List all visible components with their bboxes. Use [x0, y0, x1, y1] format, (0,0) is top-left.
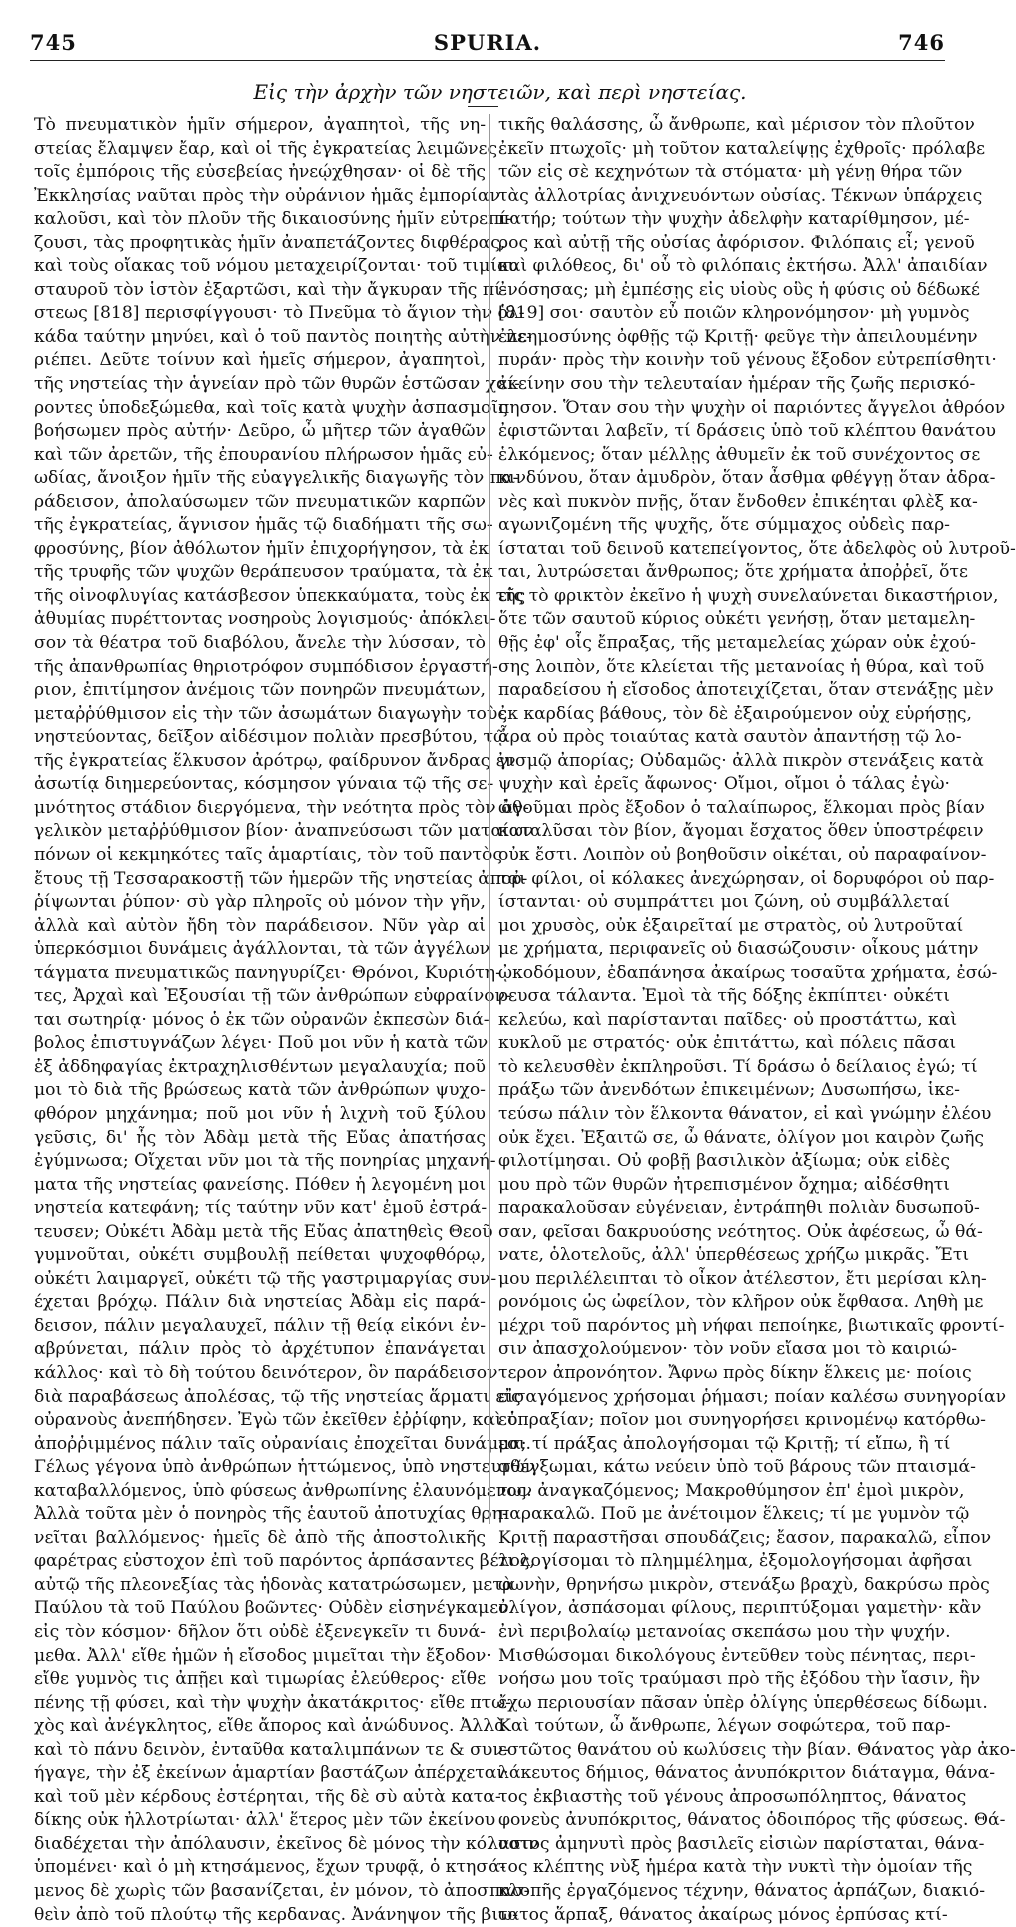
text-line: γυμνοῦται, οὐκέτι συμβουλῇ πείθεται ψυχοφθόρῳ, — [34, 1245, 486, 1266]
text-line: μα; τί πράξας ἀπολογήσομαι τῷ Κριτῇ; τί εἴπω, ἢ τί — [498, 1433, 951, 1454]
text-line: ἀθυμίας πυρέττοντας νοσηροὺς λογισμούς· ἀπόκλει- — [34, 609, 496, 630]
text-line: σης λοιπὸν, ὅτε κλείεται τῆς μετανοίας ἡ θύρα, καὶ τοῦ — [498, 656, 985, 677]
text-line: ἐκείνην σου τὴν τελευταίαν ἡμέραν τῆς ζωῆς περισκό- — [498, 374, 976, 395]
text-line: ριέπει. Δεῦτε τοίνυν καὶ ἡμεῖς σήμερον, ἀγαπητοὶ, — [34, 350, 486, 371]
right-column — [498, 114, 1016, 1925]
text-line: μεταῤῥύθμισον εἰς τὴν τῶν ἀσωμάτων διαγωγὴν τοὺς — [34, 703, 507, 724]
text-line: φθόρον μηχάνημα; ποῦ μοι νῦν ἡ λιχνὴ τοῦ ξύλου — [34, 1103, 486, 1124]
text-line: νηστεύοντας, δεῖξον αἰδέσιμον πολιὰν πρεσβύτου, τῷ — [34, 727, 507, 748]
text-line: μου περιλέλειπται τὸ οἶκον ἀτέλεστον, ἔτι μερίσαι κλη- — [498, 1268, 987, 1289]
text-line: πατήρ; τούτων τὴν ψυχὴν ἀδελφὴν καταρίθμησον, μέ- — [498, 209, 970, 230]
text-line: ται φίλοι, οἱ κόλακες ἀνεχώρησαν, οἱ δορυφόροι οὐ παρ- — [498, 868, 995, 889]
text-line: τι λογίσομαι τὸ πλημμέλημα, ἐξομολογήσομαι ἀφῆσαι — [498, 1551, 973, 1572]
left-column — [34, 114, 539, 1925]
text-line: στείας ἔλαμψεν ἔαρ, καὶ οἱ τῆς ἐγκρατείας λειμῶνες — [34, 138, 498, 159]
text-line: νατος ἀμηνυτὶ πρὸς βασιλεῖς εἰσιὼν παρίσταται, θάνα- — [498, 1833, 985, 1854]
text-line: πόνων οἱ κεκμηκότες ταῖς ἁμαρτίαις, τὸν τοῦ παντὸς — [34, 844, 502, 865]
text-line: θεὶν ἀπὸ τοῦ πλούτῳ τῆς κερδανας. Ἀνάνηψον τῆς βιω- — [34, 1904, 518, 1925]
text-line: εἰσαγόμενος χρήσομαι ῥήμασι; ποίαν καλέσω συνηγορίαν — [498, 1386, 1007, 1407]
text-line: τερον ἀπρονόητον. Ἄφνω πρὸς δίκην ἕλκεις με· ποίοις — [498, 1362, 972, 1383]
text-line: ἐνὶ περιβολαίῳ μετανοίας σκεπάσω μου τὴν ψυχήν. — [498, 1622, 951, 1642]
text-line: γισμῷ ἀπορίας; Οὐδαμῶς· ἀλλὰ πικρὸν στενάξεις κατὰ — [498, 750, 984, 771]
text-line: οὐρανοὺς ἀνεπήδησεν. Ἐγὼ τῶν ἐκεῖθεν ἐῤῥίφην, καὶ ὁ — [34, 1410, 518, 1431]
text-line: ῥίψωνται ῥύπον· σὺ γὰρ πληροῖς οὐ μόνον τὴν γῆν, — [34, 892, 486, 913]
text-line: τῶν εἰς σὲ κεχηνότων τὰ στόματα· μὴ γένῃ θήρα τῶν — [498, 162, 963, 183]
text-line: καὶ τοὺς οἴακας τοῦ νόμου μεταχειρίζονται· τοῦ τιμίου — [34, 256, 518, 277]
text-line: ται σωτηρίᾳ· μόνος ὁ ἐκ τῶν οὐρανῶν ἐκπεσὼν διά- — [34, 1009, 490, 1030]
text-line: γεῦσις, δι' ἧς τὸν Ἀδὰμ μετὰ τῆς Εὔας ἀπατήσας — [34, 1127, 486, 1148]
text-line: έχεται βρόχῳ. Πάλιν διὰ νηστείας Ἀδὰμ εἰς παρά- — [34, 1292, 486, 1313]
text-line: Τὸ πνευματικὸν ἡμῖν σήμερον, ἀγαπητοὶ, τῆς νη- — [34, 115, 486, 135]
text-line: καταβαλλόμενος, ὑπὸ φύσεως ἀνθρωπίνης ἐλαυνόμενος. — [34, 1480, 532, 1501]
text-line: τες, Ἀρχαὶ καὶ Ἐξουσίαι τῇ τῶν ἀνθρώπων εὐφραίνον- — [34, 986, 511, 1007]
text-line: Ἐκκλησίας ναῦται πρὸς τὴν οὐράνιον ἡμᾶς ἐμπορίαν — [34, 185, 500, 206]
text-line: καλοῦσι, καὶ τὸν πλοῦν τῆς δικαιοσύνης ἡμῖν εὐτρεπί- — [34, 209, 512, 230]
text-line: ται, λυτρώσεται ἄνθρωπος; ὅτε χρήματα ἀποῤῥεῖ, ὅτε — [498, 562, 968, 583]
page-number-right: 746 — [898, 30, 945, 55]
text-line: τὸ κελευσθὲν ἐκπληροῦσι. Τί δράσω ὁ δείλαιος ἐγώ; τί — [498, 1056, 978, 1077]
text-line: μεθα. Ἀλλ' εἴθε ἡμῶν ἡ εἴσοδος μιμεῖται τὴν ἔξοδον· — [34, 1645, 492, 1666]
text-line: Καὶ τούτων, ὦ ἄνθρωπε, λέγων σοφώτερα, τοῦ παρ- — [498, 1716, 951, 1737]
text-line: καὶ τὸ πάνυ δεινὸν, ἐνταῦθα καταλιμπάνων τε & συν- — [34, 1739, 509, 1760]
text-line: ριον, ἐπιτίμησον ἀνέμοις τῶν πονηρῶν πνευμάτων, — [34, 680, 486, 701]
text-line: παρακαλῶ. Ποῦ με ἀνέτοιμον ἕλκεις; τί με γυμνὸν τῷ — [498, 1504, 970, 1525]
text-line: οὐκ ἔχει. Ἐξαιτῶ σε, ὦ θάνατε, ὀλίγον μοι καιρὸν ζωῆς — [498, 1127, 985, 1148]
text-line: ὅτε τῶν σαυτοῦ κύριος οὐκέτι γενήσῃ, ὅταν μεταμελη- — [498, 609, 976, 630]
text-line: τατος ἅρπαξ, θάνατος ἀκαίρως μόνος ἐρπύσας κτί- — [498, 1904, 948, 1925]
text-line: καταλῦσαι τὸν βίον, ἄγομαι ἔσχατος ὅθεν ὑποστρέφειν — [498, 821, 984, 842]
text-line: καὶ τοῦ μὲν κέρδους ἐστέρηται, τῆς δὲ σὺ αὐτὰ κατα- — [34, 1786, 501, 1807]
text-line: σαν, φεῖσαι δακρυούσης νεότητος. Οὐκ ἀφέσεως, ὦ θά- — [498, 1221, 983, 1242]
text-line: [819] σοι· σαυτὸν εὖ ποιῶν κληρονόμησον· μὴ γυμνὸς — [498, 303, 970, 324]
text-line: αὐτῷ τῆς πλεονεξίας τὰς ἡδονὰς κατατρώσωμεν, μετὰ — [34, 1574, 514, 1595]
text-line: σον τὰ θέατρα τοῦ διαβόλου, ἄνελε τὴν λύσσαν, τὸ — [34, 633, 486, 654]
text-line: κάδα ταύτην μηνύει, καὶ ὁ τοῦ παντὸς ποιητὴς αὐτὴν πε- — [34, 326, 532, 347]
text-line: δίκης οὐκ ἠλλοτρίωται· ἀλλ' ἕτερος μὲν τῶν ἐκείνου — [34, 1810, 496, 1831]
text-line: νατε, ὁλοτελοῦς, ἀλλ' ὑπερθέσεως χρήζω μικρᾶς. Ἔτι — [498, 1245, 970, 1266]
text-line: τικῆς θαλάσσης, ὦ ἄνθρωπε, καὶ μέρισον τὸν πλοῦτον — [498, 115, 975, 135]
text-line: ὑπομένει· καὶ ὁ μὴ κτησάμενος, ἔχων τρυφᾷ, ὁ κτησά- — [34, 1857, 506, 1878]
text-line: Παύλου τὰ τοῦ Παύλου βοῶντες· Οὐδὲν εἰσηνέγκαμεν — [34, 1598, 509, 1619]
text-line: νεῖται βαλλόμενος· ἡμεῖς δὲ ἀπὸ τῆς ἀποστολικῆς — [34, 1527, 486, 1548]
text-line: ἐνόσησας; μὴ ἐμπέσῃς εἰς υἱοὺς οὓς ἡ φύσις οὐ δέδωκέ — [498, 279, 980, 300]
text-line: διὰ παραβάσεως ἀπολέσας, τῷ τῆς νηστείας ἅρματι εἰς — [34, 1386, 521, 1407]
text-line: ὑπερκόσμιοι δυνάμεις ἀγάλλονται, τὰ τῶν ἀγγέλων — [34, 939, 491, 960]
text-line: ὀλίγον, ἀσπάσομαι φίλους, περιπτύξομαι γαμετὴν· κἂν — [498, 1598, 982, 1619]
text-line: κινδύνου, ὅταν ἀμυδρὸν, ὅταν ἆσθμα φθέγγῃ ὅταν ἀδρα- — [498, 468, 996, 489]
text-line: ἀσωτίᾳ διημερεύοντας, κόσμησον γύναια τῷ τῆς σε- — [34, 774, 494, 795]
text-line: χὸς καὶ ἀνέγκλητος, εἴθε ἄπορος καὶ ἀνώδυνος. Ἀλλὰ — [34, 1716, 506, 1737]
text-line: εστῶτος θανάτου οὐ κωλύσεις τὴν βίαν. Θάνατος γὰρ ἀκο- — [498, 1739, 1016, 1760]
text-line: Μισθώσομαι δικολόγους ἐντεῦθεν τοὺς πένητας, περι- — [498, 1645, 976, 1666]
text-line: νοήσω μου τοῖς τραύμασι πρὸ τῆς ἐξόδου τὴν ἴασιν, ἣν — [498, 1669, 981, 1690]
text-line: τὰς ἀλλοτρίας ἀνιχνευόντων οὐσίας. Τέκνων ὑπάρχεις — [498, 185, 983, 206]
text-line: εὐπραξίαν; ποῖον μοι συνηγορήσει κρινομένῳ κατόρθω- — [498, 1410, 986, 1431]
text-line: εἴθε γυμνὸς τις ἀπῇει καὶ τιμωρίας ἐλεύθερος· εἴθε — [34, 1669, 486, 1690]
text-line: ἀποῤῥιμμένος πάλιν ταῖς οὐρανίαις ἐποχεῖται δυνάμεσι. — [34, 1433, 531, 1454]
text-line: τοῖς ἐμπόροις τῆς εὐσεβείας ἠνεῴχθησαν· οἱ δὲ τῆς — [34, 162, 486, 183]
text-line: τῆς τρυφῆς τῶν ψυχῶν θεράπευσον τραύματα, τὰ ἐκ — [34, 562, 493, 583]
text-line: εἰς τὸ φρικτὸν ἐκεῖνο ἡ ψυχὴ συνελαύνεται δικαστήριον, — [498, 585, 999, 606]
text-line: τάγματα πνευματικῶς πανηγυρίζει· Θρόνοι, Κυριότη- — [34, 962, 501, 983]
text-line: Κριτῇ παραστῆσαι σπουδάζεις; ἔασον, παρακαλῶ, εἶπον — [498, 1527, 992, 1548]
running-title: SPURIA. — [433, 30, 542, 55]
text-line: θῇς ἐφ' οἷς ἔπραξας, τῆς μεταμελείας χώραν οὐκ ἐχού- — [498, 633, 976, 654]
text-line: τευσεν; Οὐκέτι Ἀδὰμ μετὰ τῆς Εὔας ἀπατηθεὶς Θεοῦ — [34, 1221, 493, 1242]
text-line: στεως [818] περισφίγγουσι· τὸ Πνεῦμα τὸ ἅγιον τὴν ὁλ- — [34, 303, 525, 324]
text-line: μέχρι τοῦ παρόντος μὴ νήφαι πεποίηκε, βιωτικαῖς φροντί- — [498, 1315, 1005, 1336]
text-line: οὐκέτι λαιμαργεῖ, οὐκέτι τῷ τῆς γαστριμαργίας συν- — [34, 1268, 497, 1289]
text-line: φονεὺς ἀνυπόκριτος, θάνατος ὁδοιπόρος τῆς φύσεως. Θά- — [498, 1810, 1006, 1831]
text-line: ζουσι, τὰς προφητικὰς ἡμῖν ἀναπετάζοντες διφθέρας, — [34, 232, 506, 253]
text-line: των ἀναγκαζόμενος; Μακροθύμησον ἐπ' ἐμοὶ μικρὸν, — [498, 1480, 965, 1501]
text-line: ράδεισον, ἀπολαύσωμεν τῶν πνευματικῶν καρπῶν — [34, 491, 486, 512]
text-line: ἐφιστῶνται λαβεῖν, τί δράσεις ὑπὸ τοῦ κλέπτου θανάτου — [498, 421, 996, 442]
text-line: τος ἐκβιαστὴς τοῦ γένους ἀπροσωπόληπτος, θάνατος — [498, 1786, 967, 1807]
text-line: αβρύνεται, πάλιν πρὸς τὸ ἀρχέτυπον ἐπανάγεται — [34, 1339, 486, 1360]
text-line: κάλλος· καὶ τὸ δὴ τούτου δεινότερον, ὃν παράδεισον — [34, 1362, 498, 1383]
text-line: τος κλέπτης νὺξ ἡμέρα κατὰ τὴν νυκτὶ τὴν ὁμοίαν τῆς — [498, 1857, 973, 1878]
text-line: Γέλως γέγονα ὑπὸ ἀνθρώπων ἡττώμενος, ὑπὸ νηστευτῶν — [34, 1457, 536, 1478]
text-line: ἔτους τῇ Τεσσαρακοστῇ τῶν ἡμερῶν τῆς νηστείας ἀποῤ- — [34, 868, 528, 889]
text-line: λάκευτος δήμιος, θάνατος ἀνυπόκριτον διάταγμα, θάνα- — [498, 1763, 996, 1784]
text-line: ᾠκοδόμουν, ἐδαπάνησα ἀκαίρως τοσαῦτα χρήματα, ἐσώ- — [498, 962, 998, 983]
text-line: παρακαλοῦσαν εὐγένειαν, ἐντράπηθι πολιὰν δυσωποῦ- — [498, 1198, 980, 1219]
text-line: πένης τῇ φύσει, καὶ τὴν ψυχὴν ἀκατάκριτος· εἴθε πτω- — [34, 1692, 511, 1713]
text-line: πυράν· πρὸς τὴν κοινὴν τοῦ γένους ἔξοδον εὐτρεπίσθητι· — [498, 350, 997, 371]
text-line: ἐκεῖν πτωχοῖς· μὴ τοῦτον καταλείψῃς ἐχθροῖς· πρόλαβε — [498, 138, 986, 159]
text-line: κλοπῆς ἐργαζόμενος τέχνην, θάνατος ἁρπάζων, διακιό- — [498, 1881, 986, 1902]
text-line: τῆς νηστείας τὴν ἁγνείαν πρὸ τῶν θυρῶν ἑστῶσαν χαί- — [34, 374, 521, 395]
text-line: εἰς τὸν κόσμον· δῆλον ὅτι οὐδὲ ἐξενεγκεῖν τι δυνά- — [34, 1622, 486, 1642]
text-line: σταυροῦ τὸν ἱστὸν ἐξαρτῶσι, καὶ τὴν ἄγκυραν τῆς πί- — [34, 279, 507, 300]
text-line: πησον. Ὅταν σου τὴν ψυχὴν οἱ παριόντες ἄγγελοι ἀθρόον — [498, 397, 1006, 418]
text-line: διαδέχεται τὴν ἀπόλαυσιν, ἐκεῖνος δὲ μόνος τὴν κόλασιν — [34, 1833, 539, 1854]
text-line: πράξω τῶν ἀνενδότων ἐπικειμένων; Δυσωπήσω, ἱκε- — [498, 1080, 960, 1101]
text-line: κελεύω, καὶ παρίστανται παῖδες· οὐ προστάττω, καὶ — [498, 1009, 958, 1030]
text-line: δεισον, πάλιν μεγαλαυχεῖ, πάλιν τῇ θείᾳ εἰκόνι ἐν- — [34, 1315, 486, 1336]
text-line: φθέγξωμαι, κάτω νεύειν ὑπὸ τοῦ βάρους τῶν πταισμά- — [498, 1457, 976, 1478]
text-line: ρονόμοις ὡς ὠφείλον, τὸν κλῆρον οὐκ ἔφθασα. Ληθὴ με — [498, 1292, 984, 1313]
text-line: νὲς καὶ πυκνὸν πνῇς, ὅταν ἔνδοθεν ἐπικέηται φλὲξ κα- — [498, 491, 978, 512]
text-line: με χρήματα, περιφανεῖς οὐ διασώζουσιν· οἶκους μάτην — [498, 939, 979, 960]
text-line: βοήσωμεν πρὸς αὐτήν· Δεῦρο, ὦ μῆτερ τῶν ἀγαθῶν — [34, 421, 486, 442]
page-number-left: 745 — [30, 30, 77, 55]
text-line: μου πρὸ τῶν θυρῶν ἠτρεπισμένον ὄχημα; αἰδέσθητι — [498, 1174, 950, 1195]
text-line: τεύσω πάλιν τὸν ἕλκοντα θάνατον, εἰ καὶ γνώμην ἐλέου — [498, 1103, 992, 1124]
text-line: ήγαγε, τὴν ἐξ ἐκείνων ἁμαρτίαν βαστάζων ἀπέρχεται· — [34, 1763, 509, 1784]
text-line: ἐκ καρδίας βάθους, τὸν δὲ ἐξαιρούμενον οὐχ εὑρήσῃς, — [498, 703, 972, 724]
text-line: παραδείσου ἡ εἴσοδος ἀποτειχίζεται, ὅταν στενάξῃς μὲν — [498, 680, 994, 701]
title-rule — [468, 106, 498, 107]
text-line: τῆς οἰνοφλυγίας κατάσβεσον ὑπεκκαύματα, τοὺς ἐκ τῆς — [34, 585, 526, 606]
text-line: αγωνιζομένη τῆς ψυχῆς, ὅτε σύμμαχος οὐδεὶς παρ- — [498, 515, 950, 536]
text-line: ρος καὶ αὐτῇ τῆς οὐσίας ἀφόρισον. Φιλόπαις εἶ; γενοῦ — [498, 232, 975, 253]
text-line: φαρέτρας εὐστοχον ἐπὶ τοῦ παρόντος ἁρπάσαντες βέλος, — [34, 1551, 535, 1572]
text-line: τῆς ἀπανθρωπίας θηριοτρόφον συμπόδισον ἐργαστή- — [34, 656, 498, 677]
text-line: μνότητος στάδιον διεργόμενα, τὴν νεότητα πρὸς τὸν ἀγ- — [34, 797, 529, 818]
text-line: κυκλοῦ με στρατός· οὐκ ἐπιτάττω, καὶ πόλεις πᾶσαι — [498, 1033, 957, 1054]
text-line: σιν ἀπασχολούμενον· τὸν νοῦν εἴασα μοι τὸ καιριώ- — [498, 1339, 958, 1360]
text-line: ὠθοῦμαι πρὸς ἔξοδον ὁ ταλαίπωρος, ἕλκομαι πρὸς βίαν — [498, 797, 985, 818]
text-line: ρευσα τάλαντα. Ἐμοὶ τὰ τῆς δόξης ἐκπίπτει· οὐκέτι — [498, 986, 950, 1007]
text-line: Ἀλλὰ τοῦτα μὲν ὁ πονηρὸς τῆς ἑαυτοῦ ἀποτυχίας θρη- — [34, 1504, 508, 1525]
text-line: μοι χρυσὸς, οὐκ ἐξαιρεῖταί με στρατὸς, οὐ λυτροῦταί — [498, 915, 964, 936]
text-line: ἐγύμνωσα; Οἴχεται νῦν μοι τὰ τῆς πονηρίας μηχανή- — [34, 1151, 496, 1172]
text-line: φροσύνης, βίον ἀθόλωτον ἡμῖν ἐπιχορήγησον, τὰ ἐκ — [34, 538, 489, 559]
text-line: φιλοτίμησαι. Οὐ φοβῇ βασιλικὸν ἀξίωμα; οὐκ εἰδὲς — [498, 1151, 950, 1172]
text-line: ματα τῆς νηστείας φανείσης. Πόθεν ἡ λεγομένη μοι — [34, 1174, 487, 1195]
text-line: ἐλεημοσύνης ὀφθῇς τῷ Κριτῇ· φεῦγε τὴν ἀπειλουμένην — [498, 326, 978, 347]
text-line: γελικὸν μεταῤῥύθμισον βίον· ἀναπνεύσωσι τῶν ματαίων — [34, 821, 534, 842]
text-line: τῆς ἐγκρατείας, ἅγνισον ἡμᾶς τῷ διαδήματι τῆς σω- — [34, 515, 493, 536]
text-line: τῆς ἐγκρατείας ἕλκυσον ἀρότρῳ, φαίδρυνον ἄνδρας ἐν — [34, 750, 516, 771]
column-divider — [489, 114, 490, 1524]
text-line: ίστανται· οὐ συμπράττει μοι ζώνη, οὐ συμβάλλεταί — [498, 892, 950, 913]
text-line: ωδίας, ἄνοιξον ἡμῖν τῆς εὐαγγελικῆς διαγωγῆς τὸν πα- — [34, 468, 519, 489]
text-line: ίσταται τοῦ δεινοῦ κατεπείγοντος, ὅτε ἀδελφὸς οὐ λυτροῦ- — [498, 538, 1016, 559]
text-line: φωνὴν, θρηνήσω μικρὸν, στενάξω βραχὺ, δακρύσω πρὸς — [498, 1574, 990, 1595]
text-line: μοι τὸ διὰ τῆς βρώσεως κατὰ τῶν ἀνθρώπων ψυχο- — [34, 1080, 486, 1101]
text-line: ἐξ ἀδδηφαγίας ἐκτραχηλισθέντων μεγαλαυχία; ποῦ — [34, 1056, 486, 1077]
text-line: οὐκ ἔστι. Λοιπὸν οὐ βοηθοῦσιν οἰκέται, οὐ παραφαίνον- — [498, 844, 987, 865]
text-line: μενος δὲ χωρὶς τῶν βασανίζεται, ἐν μόνον, τὸ ἀποσπασ- — [34, 1881, 530, 1902]
text-line: νηστεία κατεφάνη; τίς ταύτην νῦν κατ' ἐμοῦ ἐστρά- — [34, 1198, 488, 1219]
text-line: ἆρα οὐ πρὸς τοιαύτας κατὰ σαυτὸν ἀπαντήσῃ τῷ λο- — [498, 727, 962, 748]
text-line: βολος ἐπιστυγνάζων λέγει· Ποῦ μοι νῦν ἡ κατὰ τῶν — [34, 1033, 489, 1054]
text-line: ροντες ὑποδεξώμεθα, καὶ τοῖς κατὰ ψυχὴν ἀσπασμοῖς — [34, 397, 508, 418]
text-line: ἔχω περιουσίαν πᾶσαν ὑπὲρ ὀλίγης ὑπερθέσεως δίδωμι. — [498, 1692, 988, 1713]
text-line: καὶ φιλόθεος, δι' οὗ τὸ φιλόπαις ἐκτήσω. Ἀλλ' ἀπαιδίαν — [498, 256, 988, 277]
text-line: ἑλκόμενος; ὅταν μέλλῃς ἀθυμεῖν ἐκ τοῦ συνέχοντος σε — [498, 444, 981, 465]
page-header — [30, 30, 945, 61]
text-line: ψυχὴν καὶ ἐρεῖς ἄφωνος· Οἴμοι, οἴμοι ὁ τάλας ἐγὼ· — [498, 774, 950, 795]
text-line: καὶ τῶν ἀρετῶν, τῆς ἐπουρανίου πλήρωσον ἡμᾶς εὐ- — [34, 444, 493, 465]
text-line: ἀλλὰ καὶ αὐτὸν ἤδη τὸν παράδεισον. Νῦν γὰρ αἱ — [34, 915, 486, 936]
section-title: Εἰς τὴν ἀρχὴν τῶν νηστειῶν, καὶ περὶ νηστείας. — [253, 80, 747, 104]
